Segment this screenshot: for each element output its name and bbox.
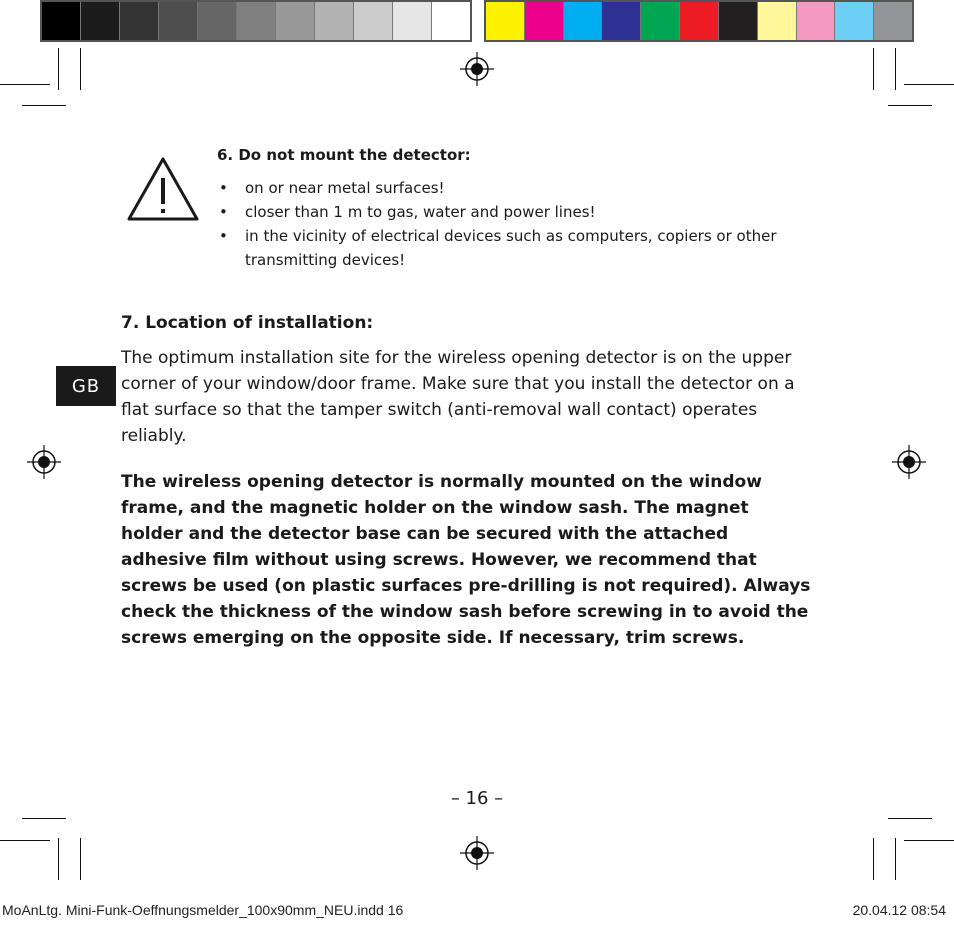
color-swatch [797,2,836,40]
crop-mark [873,838,874,880]
crop-mark [888,818,932,819]
language-tab: GB [56,366,116,406]
crop-mark [888,105,932,106]
page-number: – 16 – [450,788,504,809]
crop-mark [904,840,954,841]
color-swatch [719,2,758,40]
registration-mark-icon [460,836,494,870]
crop-mark [80,48,81,90]
color-swatch [42,2,81,40]
crop-mark [895,48,896,90]
color-swatch [486,2,525,40]
list-item [217,224,797,272]
color-swatch [276,2,315,40]
crop-mark [80,838,81,880]
color-swatch [354,2,393,40]
footer-filename: MoAnLtg. Mini-Funk-Oeffnungsmelder_100x90mm_NEU.indd 16 [2,902,404,918]
color-swatch [758,2,797,40]
bullet: • [219,203,228,221]
section-7-heading: 7. Location of installation: [121,313,374,333]
crop-mark [22,105,66,106]
registration-mark-icon [460,52,494,86]
registration-mark-icon [892,445,926,479]
color-swatch [525,2,564,40]
color-swatch [315,2,354,40]
color-swatch [237,2,276,40]
section-6-heading: 6. Do not mount the detector: [217,146,471,164]
grayscale-color-bar [40,0,472,42]
bullet: • [219,227,228,245]
crop-mark [895,838,896,880]
color-swatch [432,2,470,40]
crop-mark [904,84,954,85]
color-swatch [159,2,198,40]
footer-datetime: 20.04.12 08:54 [852,902,946,918]
crop-mark [873,48,874,90]
color-swatch [680,2,719,40]
section-7-paragraph: The optimum installation site for the wireless opening detector is on the upper corner of your window/door frame. Make sure that you install the detector on a flat surface so that the tamper switch (anti-removal wall contact) operates reliably. [121,348,795,446]
crop-mark [0,840,50,841]
color-swatch [81,2,120,40]
list-item-text: closer than 1 m to gas, water and power lines! [245,203,596,221]
color-swatch [835,2,874,40]
list-item-text: in the vicinity of electrical devices such as computers, copiers or other transmitting devices! [245,227,777,269]
color-swatch [564,2,603,40]
color-swatch [602,2,641,40]
color-swatch [393,2,432,40]
registration-mark-icon [27,445,61,479]
color-swatch [198,2,237,40]
section-6-list [217,176,797,272]
crop-mark [58,48,59,90]
crop-mark [22,818,66,819]
process-color-bar [484,0,914,42]
section-7-bold-paragraph: The wireless opening detector is normally mounted on the window frame, and the magnetic holder on the window sash. The magnet holder and the detector base can be secured with the attached adhesive film without using screws. However, we recommend that screws be used (on plastic surfaces pre-drilling is not required). Always check the thickness of the window sash before screwing in to avoid the screws emerging on the opposite side. If necessary, trim screws. [121,472,811,648]
crop-mark [0,84,50,85]
color-swatch [641,2,680,40]
list-item [217,200,797,224]
color-swatch [120,2,159,40]
bullet: • [219,179,228,197]
warning-triangle-icon [126,156,200,222]
crop-mark [58,838,59,880]
color-swatch [874,2,912,40]
list-item [217,176,797,200]
list-item-text: on or near metal surfaces! [245,179,445,197]
